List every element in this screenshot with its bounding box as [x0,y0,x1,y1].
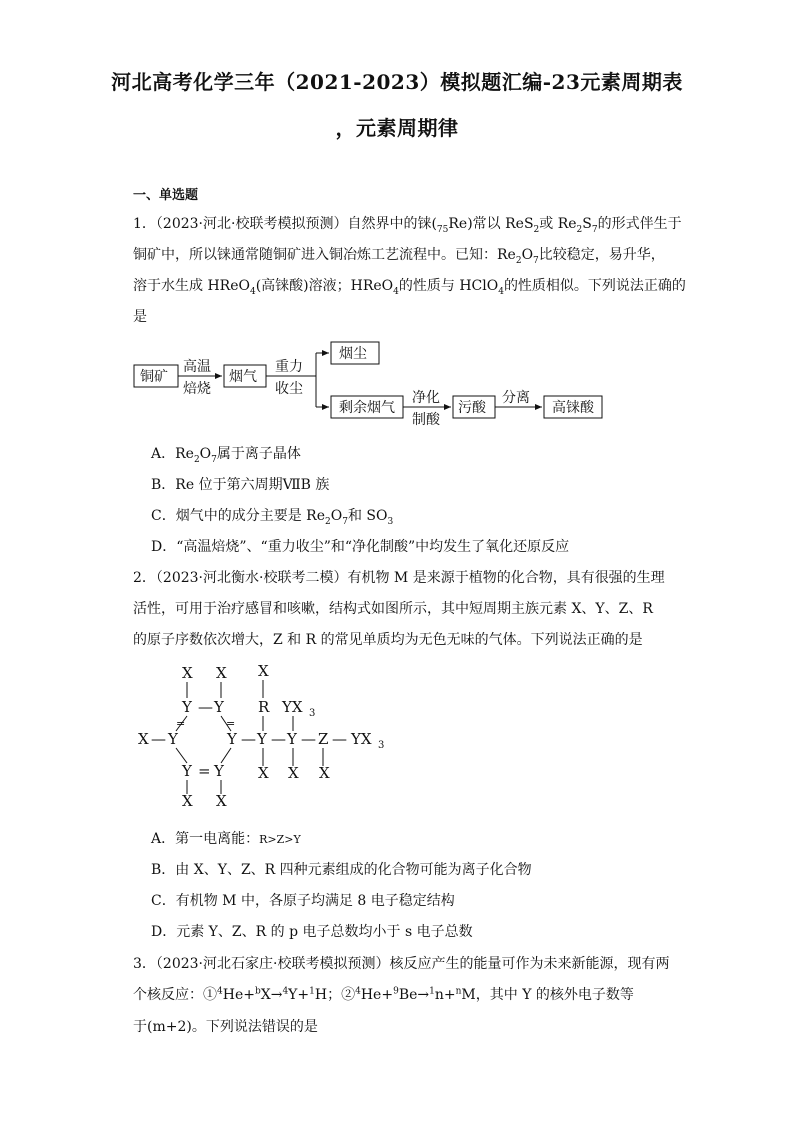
svg-text:X: X [182,664,193,682]
q1-option-d[interactable]: D．“高温焙烧”、“重力收尘”和“净化制酸”中均发生了氧化还原反应 [151,539,570,555]
svg-text:=: = [226,717,236,730]
q2-option-a[interactable]: A．第一电离能：R>Z>Y [151,831,301,847]
step-3-bottom: 制酸 [412,412,440,428]
q2-line-3: 的原子序数依次增大，Z 和 R 的常见单质均为无色无味的气体。下列说法正确的是 [133,632,643,648]
q1-option-a[interactable]: A．$Re_2O_7$属于离子晶体 [151,446,301,465]
title-line-2: ，元素周期律 [335,116,459,140]
q2-option-b[interactable]: B．由 X、Y、Z、R 四种元素组成的化合物可能为离子化合物 [151,862,532,878]
step-1-bottom: 焙烧 [183,381,211,397]
q1-line-4: 是 [133,309,147,325]
svg-text:X: X [288,764,299,782]
svg-text:R: R [258,698,270,716]
q3-line-1: 3．（2023·河北石家庄·校联考模拟预测）核反应产生的能量可作为未来新能源，现有两 [133,956,670,972]
svg-text:X: X [258,764,269,782]
svg-text:—: — [241,730,256,748]
svg-text:X: X [138,730,149,748]
svg-text:—: — [151,730,166,748]
q2-line-2: 活性，可用于治疗感冒和咳嗽，结构式如图所示，其中短周期主族元素 X、Y、Z、R [133,601,653,617]
svg-text:X: X [216,664,227,682]
svg-text:—: — [198,698,213,716]
q2-option-d[interactable]: D．元素 Y、Z、R 的 p 电子总数均小于 s 电子总数 [151,924,473,940]
svg-text:Y: Y [257,730,267,748]
node-rest: 剩余烟气 [339,400,395,416]
section-heading: 一、单选题 [133,188,199,203]
svg-text:X: X [258,662,269,680]
step-2-top: 重力 [275,359,303,375]
svg-text:Y: Y [214,698,224,716]
q1-line-3: 溶于水生成 HReO$_4$(高铼酸)溶液；HReO$_4$的性质与 HClO$_4$的性质相似。下列说法正确的 [133,278,686,297]
q2-line-1: 2．（2023·河北衡水·校联考二模）有机物 M 是来源于植物的化合物，具有很强的生理 [133,570,665,586]
svg-text:Y: Y [227,730,237,748]
q1-option-b[interactable]: B．Re 位于第六周期ⅦB 族 [151,477,330,493]
svg-text:YX: YX [351,730,372,748]
node-ore: 铜矿 [140,369,168,385]
svg-text:X: X [182,792,193,810]
step-1-top: 高温 [183,359,211,375]
svg-text:3: 3 [378,740,385,751]
svg-text:Y: Y [182,762,192,780]
q2-option-c[interactable]: C．有机物 M 中，各原子均满足 8 电子稳定结构 [151,893,455,909]
q1-option-c[interactable]: C．烟气中的成分主要是 $Re_2O_7$和 $SO_3$ [151,508,394,527]
svg-text:Y: Y [214,762,224,780]
q1-line-2: 铜矿中，所以铼通常随铜矿进入铜冶炼工艺流程中。已知：$Re_2O_7$比较稳定，易升华， [133,247,665,266]
title-line-1: 河北高考化学三年（2021-2023）模拟题汇编-23元素周期表 [111,70,683,94]
svg-text:Z: Z [318,730,329,748]
svg-text:—: — [332,730,347,748]
svg-text:3: 3 [309,708,316,719]
step-3-top: 净化 [412,390,440,406]
q1-flow-diagram [130,338,610,433]
svg-text:—: — [301,730,316,748]
step-2-bottom: 收尘 [275,381,303,397]
node-dust: 烟尘 [339,346,367,362]
q3-line-2: 个核反应：①$^4$He+$^b$X→$^4$Y+$^1$H；②$^4$He+$^9$Be→$^1$n+$^n$M，其中 Y 的核外电子数等 [133,986,634,1003]
svg-text:YX: YX [282,698,303,716]
svg-text:X: X [319,764,330,782]
node-sludge: 污酸 [458,400,486,416]
svg-text:Y: Y [182,698,192,716]
svg-text:Y: Y [168,730,178,748]
q1-line-1: 1．（2023·河北·校联考模拟预测）自然界中的铼$(_{75}Re)$常以 ReS$_2$或 $Re_2S_7$的形式伴生于 [133,216,682,235]
q2-structure-diagram [130,656,400,812]
q3-line-3: 于(m+2)。下列说法错误的是 [133,1019,318,1035]
svg-text:X: X [216,792,227,810]
svg-text:=: = [198,762,211,780]
node-acid: 高铼酸 [552,400,594,416]
svg-text:Y: Y [287,730,297,748]
node-gas: 烟气 [229,369,257,385]
svg-text:—: — [271,730,286,748]
step-4-top: 分离 [502,390,530,406]
svg-text:=: = [176,717,186,730]
